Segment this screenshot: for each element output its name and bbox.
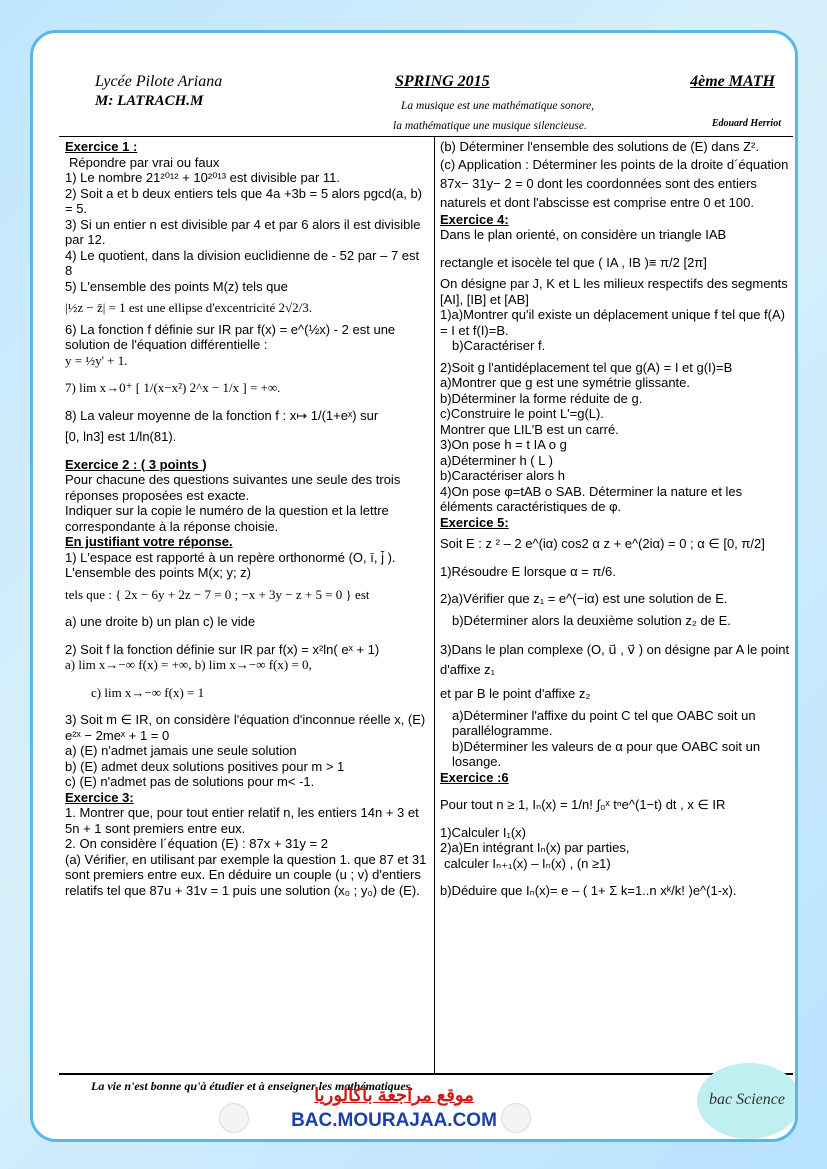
- exam-sheet: [59, 69, 793, 1093]
- ex4-question-2d: Montrer que LIL'B est un carré.: [440, 421, 619, 437]
- ex1-intro: Répondre par vrai ou faux: [69, 154, 220, 170]
- ex4-question-2b: b)Déterminer la forme réduite de g.: [440, 390, 643, 406]
- exercise-1-title: Exercice 1 :: [65, 139, 138, 154]
- ex2-question-3b: b) (E) admet deux solutions positives pour m > 1: [65, 758, 345, 774]
- ex1-question-2: 2) Soit a et b deux entiers tels que 4a +3b = 5 alors pgcd(a, b) = 5.: [65, 185, 422, 216]
- ex6-question-1: 1)Calculer I₁(x): [440, 824, 527, 840]
- exercise-2-title: Exercice 2 : ( 3 points ): [65, 456, 207, 472]
- ex1-question-5: 5) L'ensemble des points M(z) tels que: [65, 278, 288, 294]
- ex3-question-2b: (b) Déterminer l'ensemble des solutions de (E) dans Z².: [440, 139, 759, 154]
- ex5-question-1: 1)Résoudre E lorsque α = π/6.: [440, 563, 616, 579]
- ex2-question-1-choices: a) une droite b) un plan c) le vide: [65, 614, 256, 629]
- bac-science-logo: [697, 1063, 798, 1139]
- ex5-question-2b: b)Déterminer alors la deuxième solution z₂ de E.: [452, 612, 731, 628]
- header-left: [95, 73, 222, 110]
- ex1-question-8b: [0, ln3] est 1/ln(81).: [65, 429, 177, 444]
- ex4-question-2c: c)Construire le point L'=g(L).: [440, 406, 604, 421]
- ex6-question-2a-2: calculer Iₙ₊₁(x) – Iₙ(x) , (n ≥1): [444, 855, 611, 871]
- quote-line-1: La musique est une mathématique sonore,: [401, 100, 595, 112]
- ex2-question-3c: c) (E) n'admet pas de solutions pour m< -1.: [65, 774, 315, 789]
- ex6-intro: Pour tout n ≥ 1, Iₙ(x) = 1/n! ∫₀ˣ tⁿe^(1−t) dt , x ∈ IR: [440, 797, 726, 812]
- ex4-question-3b: b)Caractériser alors h: [440, 468, 565, 483]
- ex4-question-4: 4)On pose φ=tAB o SAB. Déterminer la nature et les éléments caractéristiques de φ.: [440, 483, 743, 514]
- ex2-question-2-choices-ab: a) lim x→−∞ f(x) = +∞, b) lim x→−∞ f(x) = 0,: [65, 657, 312, 672]
- ex1-question-6: 6) La fonction f définie sur IR par f(x) = e^(½x) - 2 est une solution de l'équation différentielle :: [65, 321, 396, 352]
- ex2-question-1-system: tels que : { 2x − 6y + 2z − 7 = 0 ; −x + 3y − z + 5 = 0 } est: [65, 586, 370, 602]
- ex6-question-2b: b)Déduire que Iₙ(x)= e – ( 1+ Σ k=1..n xᵏ/k! )e^(1-x).: [440, 883, 737, 898]
- ex2-question-3: 3) Soit m ∈ IR, on considère l'équation d'inconnue réelle x, (E) e²ˣ − 2meˣ + 1 = 0: [65, 712, 426, 743]
- page-frame: [30, 30, 798, 1142]
- session-label: SPRING 2015: [395, 73, 490, 90]
- site-url[interactable]: BAC.MOURAJAA.COM: [291, 1110, 497, 1131]
- exam-header: [59, 69, 793, 137]
- ex3-question-1: 1. Montrer que, pour tout entier relatif n, les entiers 14n + 3 et 5n + 1 sont premiers entre eux.: [65, 805, 419, 836]
- ex4-question-1a: 1)a)Montrer qu'il existe un déplacement unique f tel que f(A) = I et f(I)=B.: [440, 307, 786, 338]
- ex4-intro-2: rectangle et isocèle tel que ( IA , IB )≡ π/2 [2π]: [440, 254, 707, 270]
- ex5-intro: Soit E : z ² – 2 e^(iα) cos2 α z + e^(2iα) = 0 ; α ∈ [0, π/2]: [440, 536, 765, 551]
- ex2-question-3a: a) (E) n'admet jamais une seule solution: [65, 743, 297, 758]
- header-quote: [393, 96, 701, 136]
- ex2-intro-1: Pour chacune des questions suivantes une seule des trois réponses proposées est exacte.: [65, 472, 401, 503]
- ex5-question-3a: a)Déterminer l'affixe du point C tel que OABC soit un parallélogramme.: [452, 707, 756, 738]
- exercise-3-title: Exercice 3:: [65, 789, 134, 805]
- quote-line-2: la mathématique une musique silencieuse.: [393, 120, 587, 132]
- bac-science-logo-text: bac Science: [709, 1091, 785, 1108]
- ex5-question-3: 3)Dans le plan complexe (O, u⃗ , v⃗ ) on désigne par A le point d'affixe z₁: [440, 642, 790, 677]
- ex1-question-6-equation: y = ½y' + 1.: [65, 352, 128, 368]
- ex1-question-5-formula: |½z − z̄| = 1 est une ellipse d'excentricité 2√2/3.: [65, 300, 313, 315]
- ex1-question-8: 8) La valeur moyenne de la fonction f : x↦ 1/(1+eˣ) sur: [65, 407, 379, 423]
- site-banner[interactable]: [289, 1085, 499, 1132]
- school-name: Lycée Pilote Ariana: [95, 73, 223, 90]
- ex5-question-3b: et par B le point d'affixe z₂: [440, 686, 591, 701]
- ex4-question-2a: a)Montrer que g est une symétrie glissante.: [440, 375, 691, 390]
- column-divider: [434, 137, 435, 1073]
- ex2-question-2: 2) Soit f la fonction définie sur IR par f(x) = x²ln( eˣ + 1): [65, 641, 380, 657]
- ex1-question-4: 4) Le quotient, dans la division euclidienne de - 52 par – 7 est 8: [65, 247, 420, 278]
- ex5-question-2a: 2)a)Vérifier que z₁ = e^(−iα) est une solution de E.: [440, 591, 728, 606]
- ex4-question-2: 2)Soit g l'antidéplacement tel que g(A) = I et g(I)=B: [440, 359, 733, 375]
- ex4-intro-3: On désigne par J, K et L les milieux respectifs des segments [AI], [IB] et [AB]: [440, 276, 788, 307]
- ex4-question-3: 3)On pose h = t IA o g: [440, 437, 567, 452]
- level-label: 4ème MATH: [690, 73, 775, 90]
- exercise-5-title: Exercice 5:: [440, 514, 509, 530]
- site-logo-left-icon: [219, 1103, 249, 1133]
- ex1-question-1: 1) Le nombre 21²⁰¹² + 10²⁰¹³ est divisible par 11.: [65, 170, 340, 185]
- footer-divider: [59, 1073, 793, 1075]
- site-logo-right-icon: [501, 1103, 531, 1133]
- right-column: [440, 139, 790, 899]
- teacher-name: M: LATRACH.M: [95, 93, 204, 109]
- site-name-arabic[interactable]: موقع مراجعة باكالوريا: [314, 1085, 474, 1105]
- exercise-6-title: Exercice :6: [440, 769, 509, 785]
- ex4-question-3a: a)Déterminer h ( L ): [440, 452, 553, 468]
- ex2-intro-3: En justifiant votre réponse.: [65, 534, 233, 549]
- ex3-question-2c: (c) Application : Déterminer les points de la droite d´équation 87x− 31y− 2 = 0 dont les coordonnées sont des entiers naturels et dont l'abscisse est comprise entre 0 et 100.: [440, 156, 789, 210]
- footer-quote: La vie n'est bonne qu'à étudier et à enseigner les mathématiques.: [91, 1079, 414, 1093]
- ex1-question-7: 7) lim x→0⁺ [ 1/(x−x²) 2^x − 1/x ] = +∞.: [65, 380, 281, 395]
- exercise-4-title: Exercice 4:: [440, 211, 509, 227]
- ex3-question-2: 2. On considère l´équation (E) : 87x + 31y = 2: [65, 836, 329, 851]
- ex5-question-3c: b)Déterminer les valeurs de α pour que OABC soit un losange.: [452, 738, 761, 769]
- left-column: [65, 139, 427, 898]
- ex3-question-2a: (a) Vérifier, en utilisant par exemple la question 1. que 87 et 31 sont premiers entre eux. En déduire un couple (u ; v) d'entiers relatifs tel que 87u + 31v = 1 puis une solution (x₀ ; y₀) de (E).: [65, 851, 427, 898]
- ex2-question-1: 1) L'espace est rapporté à un repère orthonormé (O, ī, j̄ ). L'ensemble des points M(x; y; z): [65, 549, 396, 580]
- ex2-intro-2: Indiquer sur la copie le numéro de la question et la lettre correspondante à la réponse choisie.: [65, 503, 389, 534]
- ex4-question-1b: b)Caractériser f.: [452, 338, 546, 353]
- ex2-question-2-choice-c: c) lim x→−∞ f(x) = 1: [91, 684, 205, 700]
- ex1-question-3: 3) Si un entier n est divisible par 4 et par 6 alors il est divisible par 12.: [65, 216, 421, 247]
- ex4-intro: Dans le plan orienté, on considère un triangle IAB: [440, 227, 727, 242]
- quote-author: Edouard Herriot: [711, 118, 781, 129]
- ex6-question-2a: 2)a)En intégrant Iₙ(x) par parties,: [440, 840, 630, 855]
